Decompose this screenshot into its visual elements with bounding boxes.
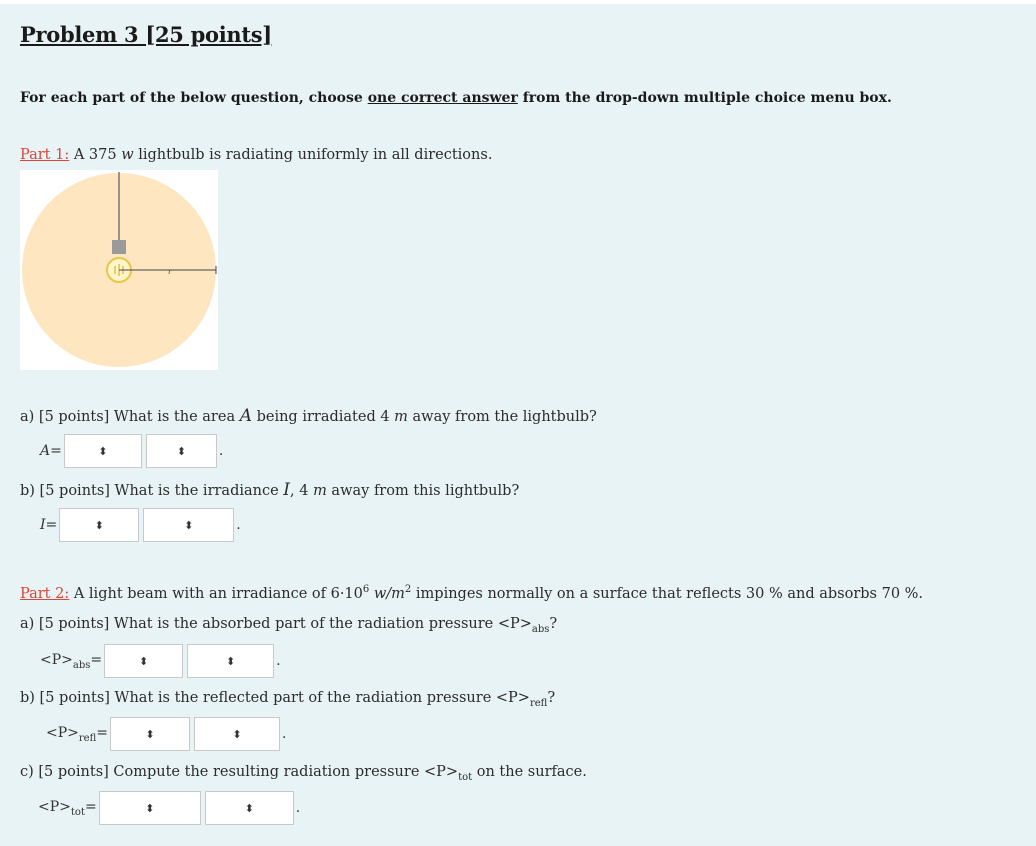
- part2-statement: Part 2: A light beam with an irradiance of $6\cdot 10^6$ $w/m^2$ impinges normally on a surface that reflects 30 % and absorbs 70 %.: [20, 584, 924, 602]
- page-title: Problem 3 [25 points]: [20, 22, 272, 47]
- part2-answer-c-row: $<P>_{tot}=$ ⬍ ⬍ .: [38, 791, 300, 825]
- lightbulb-diagram: [20, 170, 218, 370]
- problem-panel: [0, 4, 1036, 846]
- part1-answer-a-row: A= ⬍ ⬍ .: [40, 434, 223, 468]
- pabs-value-select[interactable]: [104, 644, 183, 678]
- select-arrow-icon: ⬍: [145, 727, 155, 741]
- bulb-socket: [112, 240, 126, 254]
- select-arrow-icon: ⬍: [244, 801, 254, 815]
- irradiance-label: I=: [40, 517, 58, 533]
- part1-answer-b-row: I= ⬍ ⬍ .: [40, 508, 241, 542]
- prefl-value-select[interactable]: [110, 717, 190, 751]
- irradiance-value-select[interactable]: [59, 508, 139, 542]
- part2-label: Part 2:: [20, 585, 70, 602]
- part2-question-c: c) [5 points] Compute the resulting radiation pressure $<P>_{tot}$ on the surface.: [20, 764, 587, 783]
- part2-question-b: b) [5 points] What is the reflected part of the radiation pressure $<P>_{refl}$?: [20, 690, 556, 709]
- instructions: For each part of the below question, choose one correct answer from the drop-down multiple choice menu box.: [20, 90, 892, 106]
- select-arrow-icon: ⬍: [139, 654, 149, 668]
- pabs-label: $<P>_{abs}=$: [40, 651, 103, 671]
- part2-answer-a-row: $<P>_{abs}=$ ⬍ ⬍ .: [40, 644, 281, 678]
- ptot-value-select[interactable]: [99, 791, 201, 825]
- prefl-label: $<P>_{refl}=$: [46, 724, 108, 744]
- select-arrow-icon: ⬍: [98, 444, 108, 458]
- prefl-unit-select[interactable]: [194, 717, 280, 751]
- select-arrow-icon: ⬍: [145, 801, 155, 815]
- lightbulb-figure: [20, 170, 218, 370]
- part1-question-b: b) [5 points] What is the irradiance I, 4 m away from this lightbulb?: [20, 480, 520, 500]
- part1-question-a: a) [5 points] What is the area A being irradiated 4 m away from the lightbulb?: [20, 406, 597, 426]
- ptot-label: $<P>_{tot}=$: [38, 798, 97, 818]
- ptot-unit-select[interactable]: [205, 791, 294, 825]
- irradiance-unit-select[interactable]: [143, 508, 234, 542]
- select-arrow-icon: ⬍: [184, 518, 194, 532]
- select-arrow-icon: ⬍: [94, 518, 104, 532]
- part1-label: Part 1:: [20, 147, 70, 163]
- area-label: A=: [40, 443, 62, 459]
- pabs-unit-select[interactable]: [187, 644, 274, 678]
- select-arrow-icon: ⬍: [176, 444, 186, 458]
- select-arrow-icon: ⬍: [226, 654, 236, 668]
- part1-statement: Part 1: A 375 w lightbulb is radiating uniformly in all directions.: [20, 147, 493, 163]
- part2-answer-b-row: $<P>_{refl}=$ ⬍ ⬍ .: [46, 717, 286, 751]
- radius-label: r: [168, 267, 172, 276]
- area-value-select[interactable]: [64, 434, 142, 468]
- select-arrow-icon: ⬍: [232, 727, 242, 741]
- part2-question-a: a) [5 points] What is the absorbed part of the radiation pressure $<P>_{abs}$?: [20, 616, 558, 635]
- area-unit-select[interactable]: [146, 434, 217, 468]
